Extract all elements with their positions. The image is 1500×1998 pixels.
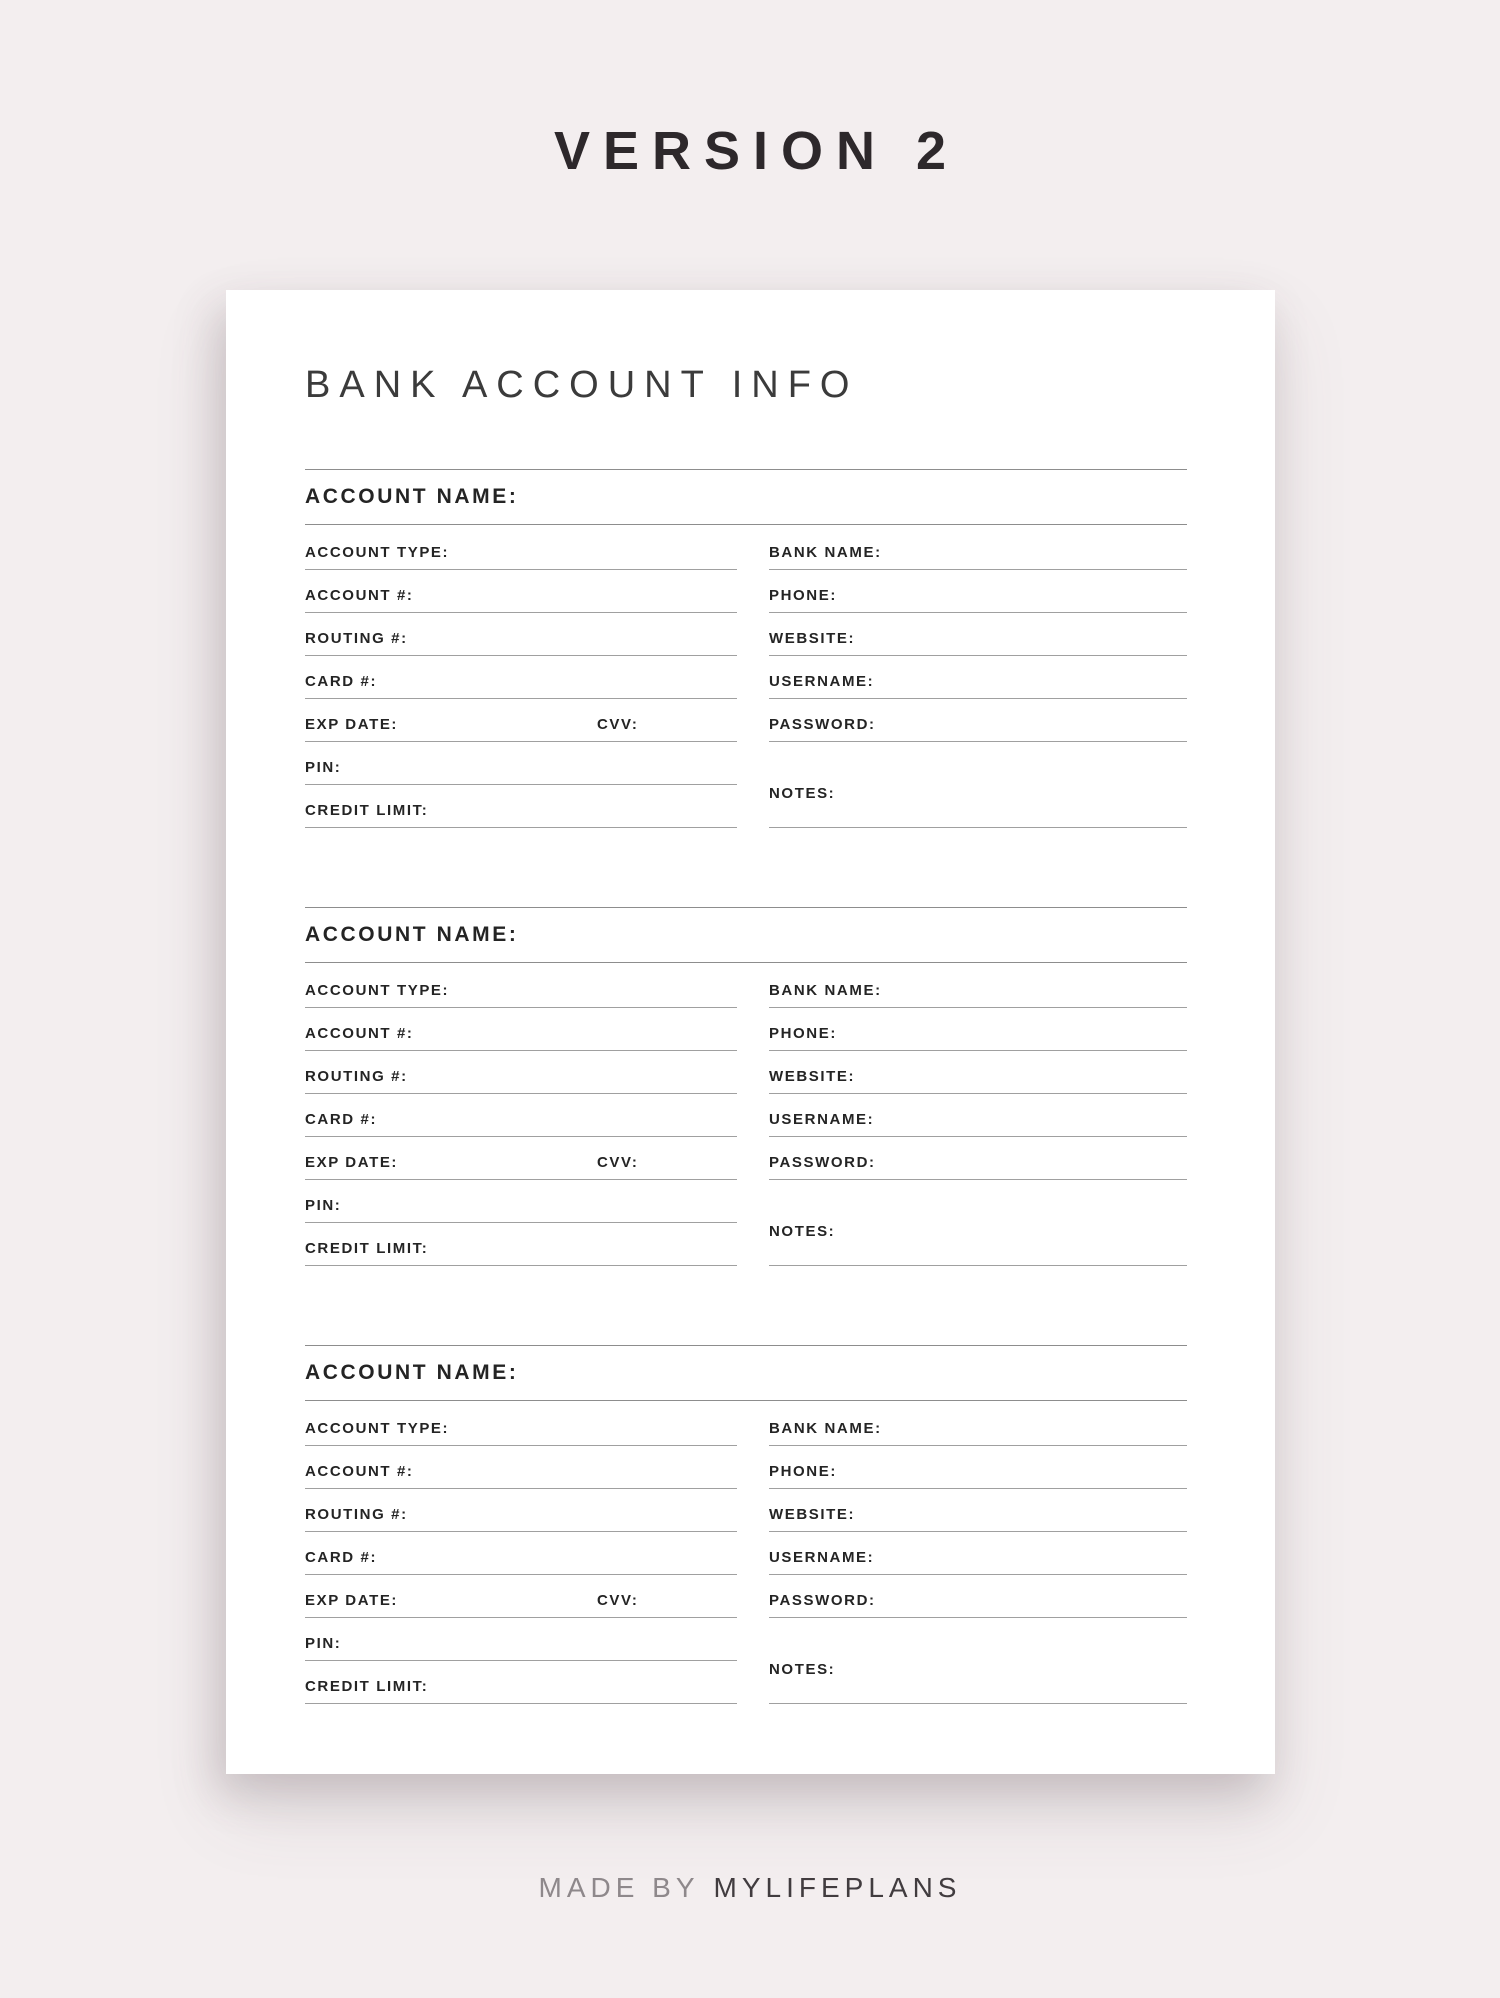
field-account-number-line xyxy=(305,1050,737,1051)
section-fields xyxy=(305,963,1187,1293)
field-routing-number-label: ROUTING #: xyxy=(305,1506,408,1523)
field-notes-line xyxy=(769,827,1187,828)
field-cvv-label: CVV: xyxy=(597,1154,639,1171)
field-credit-limit xyxy=(305,1679,737,1722)
field-exp-date-cvv-line xyxy=(305,741,737,742)
field-website-label: WEBSITE: xyxy=(769,1068,856,1085)
field-phone-label: PHONE: xyxy=(769,1463,837,1480)
field-website xyxy=(769,1069,1187,1112)
field-notes xyxy=(769,1662,1187,1731)
field-card-number-label: CARD #: xyxy=(305,1111,378,1128)
field-pin xyxy=(305,1198,737,1241)
field-phone xyxy=(769,588,1187,631)
field-exp-date-label: EXP DATE: xyxy=(305,1592,399,1609)
field-account-type-line xyxy=(305,1007,737,1008)
field-bank-name-line xyxy=(769,569,1187,570)
field-bank-name xyxy=(769,983,1187,1026)
field-credit-limit-line xyxy=(305,1265,737,1266)
field-card-number xyxy=(305,674,737,717)
field-notes-label: NOTES: xyxy=(769,1223,836,1240)
field-card-number xyxy=(305,1112,737,1155)
page-content xyxy=(226,290,1275,1731)
right-column xyxy=(769,983,1187,1293)
section-fields xyxy=(305,525,1187,855)
field-password xyxy=(769,1155,1187,1198)
section-fields xyxy=(305,1401,1187,1731)
field-password-line xyxy=(769,1179,1187,1180)
field-password xyxy=(769,1593,1187,1636)
field-phone-label: PHONE: xyxy=(769,587,837,604)
field-pin-line xyxy=(305,1660,737,1661)
account-name-label: ACCOUNT NAME: xyxy=(305,923,519,946)
field-bank-name-label: BANK NAME: xyxy=(769,544,882,561)
field-exp-date-label: EXP DATE: xyxy=(305,1154,399,1171)
field-username-label: USERNAME: xyxy=(769,1549,875,1566)
account-section xyxy=(305,907,1187,1293)
field-routing-number-line xyxy=(305,655,737,656)
field-password xyxy=(769,717,1187,760)
field-website-label: WEBSITE: xyxy=(769,630,856,647)
field-pin-label: PIN: xyxy=(305,1635,342,1652)
field-password-label: PASSWORD: xyxy=(769,716,876,733)
account-section xyxy=(305,469,1187,855)
field-username-line xyxy=(769,698,1187,699)
field-routing-number-line xyxy=(305,1093,737,1094)
field-notes xyxy=(769,786,1187,855)
field-website xyxy=(769,1507,1187,1550)
field-routing-number-line xyxy=(305,1531,737,1532)
account-section xyxy=(305,1345,1187,1731)
field-website-line xyxy=(769,1093,1187,1094)
field-notes-line xyxy=(769,1703,1187,1704)
page-title: BANK ACCOUNT INFO xyxy=(305,364,859,406)
field-username xyxy=(769,1550,1187,1593)
field-bank-name-label: BANK NAME: xyxy=(769,1420,882,1437)
field-routing-number xyxy=(305,1069,737,1112)
account-name-row xyxy=(305,470,1187,525)
field-pin xyxy=(305,1636,737,1679)
field-username xyxy=(769,674,1187,717)
field-card-number xyxy=(305,1550,737,1593)
field-account-type-line xyxy=(305,569,737,570)
field-pin-line xyxy=(305,1222,737,1223)
field-card-number-label: CARD #: xyxy=(305,1549,378,1566)
field-pin xyxy=(305,760,737,803)
field-username-line xyxy=(769,1574,1187,1575)
field-website xyxy=(769,631,1187,674)
field-credit-limit-label: CREDIT LIMIT: xyxy=(305,1240,429,1257)
field-password-label: PASSWORD: xyxy=(769,1154,876,1171)
version-label: VERSION 2 xyxy=(553,121,960,181)
field-phone xyxy=(769,1464,1187,1507)
field-exp-date-cvv-line xyxy=(305,1179,737,1180)
field-credit-limit xyxy=(305,1241,737,1284)
field-credit-limit xyxy=(305,803,737,846)
field-username-label: USERNAME: xyxy=(769,673,875,690)
field-password-line xyxy=(769,741,1187,742)
field-exp-date-cvv xyxy=(305,717,737,760)
field-card-number-line xyxy=(305,1136,737,1137)
field-bank-name-label: BANK NAME: xyxy=(769,982,882,999)
field-pin-label: PIN: xyxy=(305,1197,342,1214)
field-phone xyxy=(769,1026,1187,1069)
field-account-number xyxy=(305,588,737,631)
field-account-type xyxy=(305,545,737,588)
field-account-type-label: ACCOUNT TYPE: xyxy=(305,544,450,561)
field-card-number-label: CARD #: xyxy=(305,673,378,690)
field-username-label: USERNAME: xyxy=(769,1111,875,1128)
field-pin-label: PIN: xyxy=(305,759,342,776)
right-column xyxy=(769,1421,1187,1731)
field-phone-line xyxy=(769,1050,1187,1051)
sections-container xyxy=(305,469,1187,1731)
field-exp-date-label: EXP DATE: xyxy=(305,716,399,733)
field-password-line xyxy=(769,1617,1187,1618)
field-bank-name-line xyxy=(769,1445,1187,1446)
field-account-number-label: ACCOUNT #: xyxy=(305,587,414,604)
field-bank-name xyxy=(769,545,1187,588)
field-cvv-label: CVV: xyxy=(597,716,639,733)
field-credit-limit-line xyxy=(305,827,737,828)
field-routing-number-label: ROUTING #: xyxy=(305,630,408,647)
footer-brand: MYLIFEPLANS xyxy=(713,1872,962,1903)
field-routing-number xyxy=(305,631,737,674)
field-bank-name xyxy=(769,1421,1187,1464)
field-cvv-label: CVV: xyxy=(597,1592,639,1609)
field-bank-name-line xyxy=(769,1007,1187,1008)
field-pin-line xyxy=(305,784,737,785)
field-notes-line xyxy=(769,1265,1187,1266)
field-account-type xyxy=(305,1421,737,1464)
field-account-number-line xyxy=(305,612,737,613)
account-name-row xyxy=(305,1346,1187,1401)
field-exp-date-cvv-line xyxy=(305,1617,737,1618)
field-account-type-label: ACCOUNT TYPE: xyxy=(305,982,450,999)
document-page xyxy=(226,290,1275,1774)
field-account-type xyxy=(305,983,737,1026)
field-website-line xyxy=(769,655,1187,656)
field-notes-label: NOTES: xyxy=(769,1661,836,1678)
left-column xyxy=(305,1421,737,1731)
footer-credit xyxy=(0,1872,1500,1904)
left-column xyxy=(305,983,737,1293)
right-column xyxy=(769,545,1187,855)
footer-made-by: MADE BY xyxy=(538,1872,700,1903)
field-username-line xyxy=(769,1136,1187,1137)
field-account-type-line xyxy=(305,1445,737,1446)
field-phone-label: PHONE: xyxy=(769,1025,837,1042)
field-phone-line xyxy=(769,1488,1187,1489)
field-account-number xyxy=(305,1026,737,1069)
field-exp-date-cvv xyxy=(305,1155,737,1198)
field-account-number xyxy=(305,1464,737,1507)
account-name-label: ACCOUNT NAME: xyxy=(305,485,519,508)
field-website-label: WEBSITE: xyxy=(769,1506,856,1523)
field-account-number-label: ACCOUNT #: xyxy=(305,1025,414,1042)
field-card-number-line xyxy=(305,1574,737,1575)
field-notes-label: NOTES: xyxy=(769,785,836,802)
field-account-type-label: ACCOUNT TYPE: xyxy=(305,1420,450,1437)
field-password-label: PASSWORD: xyxy=(769,1592,876,1609)
field-account-number-label: ACCOUNT #: xyxy=(305,1463,414,1480)
field-routing-number xyxy=(305,1507,737,1550)
field-exp-date-cvv xyxy=(305,1593,737,1636)
field-phone-line xyxy=(769,612,1187,613)
account-name-label: ACCOUNT NAME: xyxy=(305,1361,519,1384)
left-column xyxy=(305,545,737,855)
field-account-number-line xyxy=(305,1488,737,1489)
field-username xyxy=(769,1112,1187,1155)
field-card-number-line xyxy=(305,698,737,699)
account-name-row xyxy=(305,908,1187,963)
field-website-line xyxy=(769,1531,1187,1532)
field-notes xyxy=(769,1224,1187,1293)
field-credit-limit-line xyxy=(305,1703,737,1704)
field-routing-number-label: ROUTING #: xyxy=(305,1068,408,1085)
field-credit-limit-label: CREDIT LIMIT: xyxy=(305,802,429,819)
field-credit-limit-label: CREDIT LIMIT: xyxy=(305,1678,429,1695)
